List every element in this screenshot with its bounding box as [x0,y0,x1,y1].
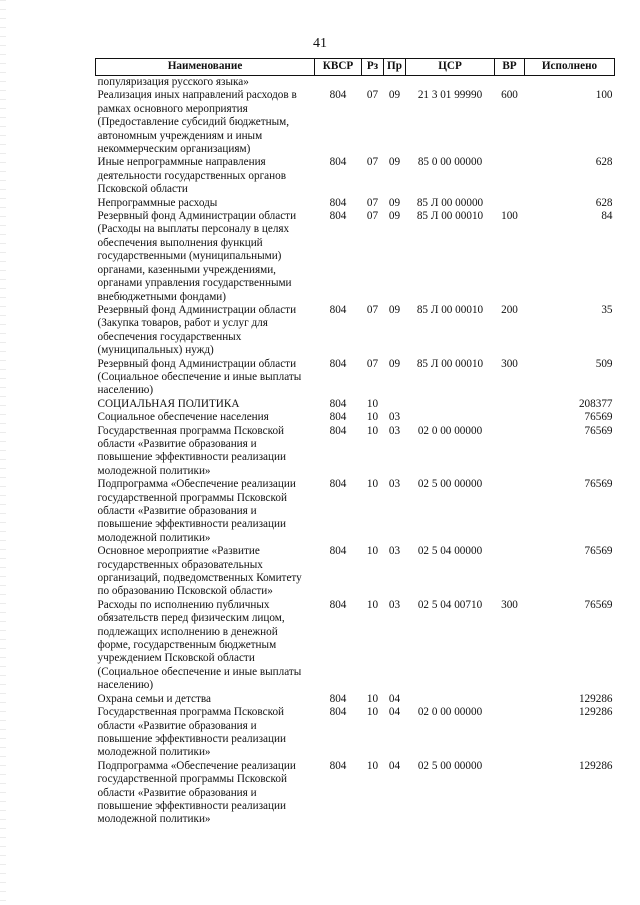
cell-rz: 10 [366,545,379,558]
cell-pr: 09 [388,210,401,223]
cell-rz: 07 [366,156,379,169]
cell-amount: 76569 [584,478,613,491]
cell-vr [495,156,525,196]
table-row [96,425,615,479]
cell-amount: 100 [595,89,613,102]
cell-kvsr: 804 [329,411,347,424]
cell-rz: 10 [366,411,379,424]
cell-amount: 76569 [584,545,613,558]
cell-kvsr: 804 [329,598,347,611]
table-row [96,197,615,210]
budget-execution-table [95,58,615,827]
cell-kvsr: 804 [329,196,347,209]
cell-csr: 02 5 00 00000 [417,759,483,772]
cell-csr [406,411,495,424]
cell-name: популяризация русского языка» [97,76,249,88]
cell-amount: 76569 [584,598,613,611]
header-name: Наименование [96,59,315,76]
cell-rz: 07 [366,357,379,370]
table-row [96,76,615,90]
cell-csr [406,693,495,706]
cell-pr: 03 [388,478,401,491]
table-row [96,358,615,398]
cell-amount: 129286 [578,692,613,705]
cell-csr: 02 5 04 00000 [417,545,483,558]
cell-csr [406,76,495,90]
cell-name: Резервный фонд Администрации области (Расходы на выплаты персоналу в целях обеспечения выполнения функций государственными (муниципальными) органами, казенными учреждениями, органами управления государственными внебюджетными фондами) [97,210,297,303]
cell-pr: 04 [388,706,401,719]
cell-kvsr: 804 [329,210,347,223]
cell-pr: 03 [388,424,401,437]
table-row [96,156,615,196]
cell-rz: 07 [366,196,379,209]
cell-name: Государственная программа Псковской области «Развитие образования и повышение эффективности реализации молодежной политики» [97,706,286,759]
cell-rz: 10 [366,759,379,772]
header-csr: ЦСР [406,59,495,76]
cell-csr: 02 0 00 00000 [417,706,483,719]
cell-rz: 10 [366,692,379,705]
cell-kvsr: 804 [329,397,347,410]
table-row [96,304,615,358]
cell-vr [495,545,525,599]
table-body [96,76,615,827]
cell-name: Расходы по исполнению публичных обязательств перед физическим лицом, подлежащих исполнению в денежной форме, государственным бюджетным учреждением Псковской области (Социальное обеспечение и иные выплаты населению) [97,598,302,692]
table-header [96,59,615,76]
cell-kvsr: 804 [329,303,347,316]
cell-kvsr: 804 [329,692,347,705]
table-row [96,545,615,599]
cell-kvsr: 804 [329,89,347,102]
cell-csr: 85 Л 00 00010 [416,357,484,370]
cell-rz: 10 [366,397,379,410]
cell-pr [384,76,406,90]
cell-rz: 07 [366,303,379,316]
cell-kvsr: 804 [329,156,347,169]
cell-vr [495,76,525,90]
header-rz: Рз [362,59,384,76]
header-kvsr: КВСР [315,59,362,76]
cell-pr: 09 [388,156,401,169]
header-amount: Исполнено [525,59,615,76]
cell-csr: 85 Л 00 00010 [416,210,484,223]
cell-amount: 76569 [584,411,613,424]
cell-pr [384,398,406,411]
cell-vr [495,411,525,424]
cell-amount: 628 [595,156,613,169]
cell-name: Подпрограмма «Обеспечение реализации государственной программы Псковской области «Развитие образования и повышение эффективности реализации молодежной политики» [97,478,296,544]
table-row [96,210,615,304]
cell-name: Иные непрограммные направления деятельности государственных органов Псковской области [97,156,287,196]
cell-pr: 09 [388,89,401,102]
cell-rz: 10 [366,478,379,491]
cell-kvsr: 804 [329,759,347,772]
table-row [96,760,615,827]
table-row [96,599,615,693]
cell-pr: 09 [388,196,401,209]
cell-pr: 03 [388,411,401,424]
cell-vr [495,760,525,827]
cell-vr: 300 [501,598,518,611]
cell-rz: 07 [366,89,379,102]
cell-rz [362,76,384,90]
cell-amount [525,76,615,90]
cell-kvsr: 804 [329,357,347,370]
table-row [96,89,615,156]
cell-vr [495,706,525,760]
cell-vr [495,398,525,411]
cell-name: Реализация иных направлений расходов в рамках основного мероприятия (Предоставление субсидий бюджетным, автономным учреждениям и иным некоммерческим организациям) [97,89,297,156]
cell-name: Резервный фонд Администрации области (Социальное обеспечение и иные выплаты населению) [97,357,302,397]
cell-vr [495,197,525,210]
cell-csr: 21 3 01 99990 [417,89,483,102]
cell-amount: 129286 [578,706,613,719]
cell-amount: 628 [595,196,613,209]
scan-edge-artifact [0,0,6,905]
cell-csr: 02 0 00 00000 [417,424,483,437]
cell-kvsr: 804 [329,545,347,558]
table-row [96,398,615,411]
cell-name: Основное мероприятие «Развитие государственных образовательных организаций, подведомственных Комитету по образованию Псковской области» [97,545,302,598]
cell-name: Охрана семьи и детства [97,692,211,705]
cell-pr: 04 [388,692,401,705]
cell-name: Государственная программа Псковской области «Развитие образования и повышение эффективности реализации молодежной политики» [97,424,286,477]
table-row [96,478,615,545]
header-row [96,59,615,76]
header-pr: Пр [384,59,406,76]
cell-csr [406,398,495,411]
cell-rz: 10 [366,598,379,611]
cell-csr: 85 Л 00 00010 [416,303,484,316]
cell-vr [495,478,525,545]
cell-name: Подпрограмма «Обеспечение реализации государственной программы Псковской области «Развитие образования и повышение эффективности реализации молодежной политики» [97,759,296,826]
table-row [96,706,615,760]
cell-pr: 09 [388,303,401,316]
cell-amount: 84 [601,210,613,223]
header-vr: ВР [495,59,525,76]
cell-rz: 10 [366,706,379,719]
cell-kvsr [315,76,362,90]
cell-amount: 208377 [578,397,613,410]
cell-kvsr: 804 [329,478,347,491]
cell-pr: 03 [388,598,401,611]
cell-amount: 509 [595,357,613,370]
cell-amount: 76569 [584,424,613,437]
cell-vr: 100 [501,210,518,223]
cell-kvsr: 804 [329,424,347,437]
cell-vr: 200 [501,303,518,316]
cell-vr: 300 [501,357,518,370]
cell-amount: 35 [601,303,613,316]
cell-pr: 09 [388,357,401,370]
cell-vr [495,425,525,479]
cell-csr: 85 0 00 00000 [417,156,483,169]
cell-csr: 02 5 00 00000 [417,478,483,491]
cell-amount: 129286 [578,759,613,772]
table-row [96,411,615,424]
cell-csr: 85 Л 00 00000 [416,196,484,209]
cell-name: Непрограммные расходы [97,196,218,209]
cell-pr: 04 [388,759,401,772]
cell-rz: 07 [366,210,379,223]
cell-name: Резервный фонд Администрации области (Закупка товаров, работ и услуг для обеспечения государственных (муниципальных) нужд) [97,303,297,357]
cell-pr: 03 [388,545,401,558]
cell-csr: 02 5 04 00710 [417,598,483,611]
page-number: 41 [313,36,327,51]
cell-vr: 600 [501,89,518,102]
cell-rz: 10 [366,424,379,437]
table-row [96,693,615,706]
cell-vr [495,693,525,706]
cell-name: Социальное обеспечение населения [97,411,269,424]
cell-kvsr: 804 [329,706,347,719]
cell-name: СОЦИАЛЬНАЯ ПОЛИТИКА [97,397,240,410]
